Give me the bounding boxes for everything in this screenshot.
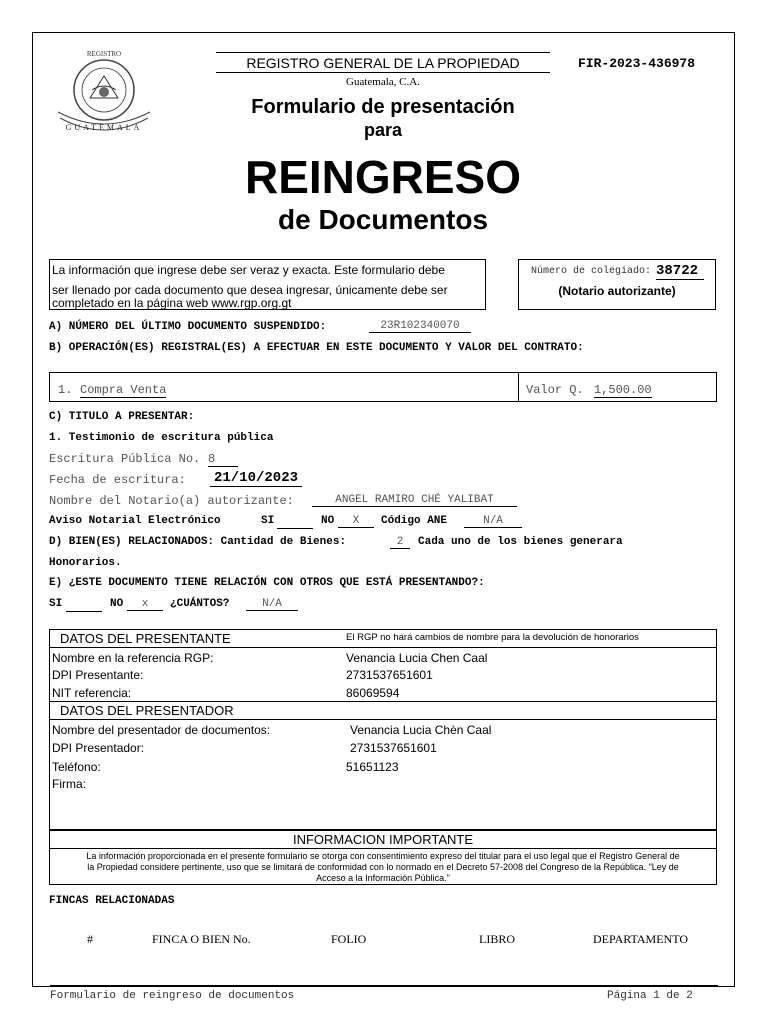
fincas-col-departamento: DEPARTAMENTO <box>593 932 688 946</box>
section-b-label: B) OPERACIÓN(ES) REGISTRAL(ES) A EFECTUAR EN ESTE DOCUMENTO Y VALOR DEL CONTRATO: <box>49 342 584 354</box>
section-e-no-label: NO <box>110 598 124 610</box>
section-d-label: D) BIEN(ES) RELACIONADOS: Cantidad de Bienes: <box>49 536 347 548</box>
fecha-label: Fecha de escritura: <box>49 473 186 487</box>
fincas-col-finca: FINCA O BIEN No. <box>152 932 251 946</box>
presentador-label-2: Teléfono: <box>52 760 101 774</box>
guatemala-seal-icon <box>52 42 156 142</box>
section-e-label: E) ¿ESTE DOCUMENTO TIENE RELACIÓN CON OTROS QUE ESTÁ PRESENTANDO?: <box>49 577 485 589</box>
info-line-2: Acceso a la Información Pública." <box>316 873 450 883</box>
seal-bottom-text: GUATEMALA <box>65 123 143 132</box>
section-e-si-value <box>66 598 102 612</box>
section-a-label: A) NÚMERO DEL ÚLTIMO DOCUMENTO SUSPENDIDO: <box>49 321 327 333</box>
notice-line-2: ser llenado por cada documento que desea ingresar, únicamente debe ser <box>52 283 448 297</box>
presentador-label-0: Nombre del presentador de documentos: <box>52 723 271 737</box>
valor-label: Valor Q. <box>526 383 584 397</box>
presentante-label-2: NIT referencia: <box>52 686 132 700</box>
operation-value: Compra Venta <box>80 383 167 397</box>
section-d-value: 2 <box>390 536 410 549</box>
aviso-si-value <box>277 515 313 529</box>
page-title-2: de Documentos <box>277 204 489 235</box>
city: Guatemala, C.A. <box>346 76 420 88</box>
codigo-label: Código ANE <box>381 515 448 527</box>
presentante-value-2: 86069594 <box>346 686 400 700</box>
escritura-label: Escritura Pública No. <box>49 452 201 466</box>
colegiado-label: Número de colegiado: <box>531 266 652 277</box>
escritura-value: 8 <box>208 452 238 467</box>
footer-right: Página 1 de 2 <box>607 990 693 1002</box>
section-e-si-label: SI <box>49 598 63 610</box>
presentante-label-1: DPI Presentante: <box>52 668 144 682</box>
section-d-line2: Honorarios. <box>49 557 122 569</box>
codigo-value: N/A <box>464 515 522 528</box>
notario-label: Nombre del Notario(a) autorizante: <box>49 494 294 508</box>
fincas-col-folio: FOLIO <box>331 932 367 946</box>
notice-line-1: La información que ingrese debe ser veraz y exacta. Este formulario debe <box>52 263 445 277</box>
cuantos-label: ¿CUÁNTOS? <box>170 598 230 610</box>
footer-left: Formulario de reingreso de documentos <box>50 990 295 1002</box>
notario-value: ANGEL RAMIRO CHÉ YALIBAT <box>312 494 517 507</box>
cuantos-value: N/A <box>246 598 298 611</box>
presentador-label-3: Firma: <box>52 777 86 791</box>
valor-value: 1,500.00 <box>594 383 652 397</box>
subtitle-1: Formulario de presentación <box>251 96 515 118</box>
presentante-note: El RGP no hará cambios de nombre para la devolución de honorarios <box>346 632 639 643</box>
presentador-value-2: 51651123 <box>346 760 399 774</box>
colegiado-value: 38722 <box>656 263 704 280</box>
presentador-value-1: 2731537651601 <box>350 741 437 755</box>
presentante-value-1: 2731537651601 <box>346 668 433 682</box>
section-c-item: 1. Testimonio de escritura pública <box>49 432 274 444</box>
aviso-label: Aviso Notarial Electrónico <box>49 515 221 527</box>
operation-num: 1. <box>58 383 73 397</box>
fincas-col-libro: LIBRO <box>479 932 515 946</box>
presentante-heading: DATOS DEL PRESENTANTE <box>60 631 231 646</box>
colegiado-caption: (Notario autorizante) <box>558 284 676 298</box>
presentador-heading: DATOS DEL PRESENTADOR <box>60 703 234 718</box>
aviso-si-label: SI <box>261 515 275 527</box>
fincas-col-num: # <box>87 932 93 946</box>
section-c-label: C) TITULO A PRESENTAR: <box>49 411 195 423</box>
notice-line-3: completado en la página web www.rgp.org.gt <box>52 296 292 310</box>
fecha-value: 21/10/2023 <box>210 470 302 487</box>
fincas-heading: FINCAS RELACIONADAS <box>49 895 175 907</box>
info-line-0: La información proporcionada en el presente formulario se otorga con consentimiento expreso del titular para el uso legal que el Registro General de <box>86 851 680 861</box>
aviso-no-value: X <box>338 515 374 528</box>
page-title: REINGRESO <box>244 151 522 203</box>
info-line-1: la Propiedad considere pertinente, uso que se limitará de conformidad con lo normado en el Decreto 57-2008 del Congreso de la República. "Ley de <box>87 862 679 872</box>
form-code: FIR-2023-436978 <box>578 56 696 71</box>
registry-name: REGISTRO GENERAL DE LA PROPIEDAD <box>246 55 520 71</box>
section-e-no-value: x <box>127 598 163 611</box>
section-d-rest: Cada uno de los bienes generara <box>418 536 623 548</box>
seal-top-text: REGISTRO <box>86 50 122 58</box>
subtitle-2: para <box>363 120 403 140</box>
section-a-value: 23R102340070 <box>369 320 471 333</box>
presentante-value-0: Venancia Lucia Chen Caal <box>346 651 488 665</box>
info-heading: INFORMACION IMPORTANTE <box>292 832 474 847</box>
presentante-label-0: Nombre en la referencia RGP: <box>52 651 214 665</box>
presentador-value-0: Venancia Lucia Chèn Caal <box>350 723 492 737</box>
presentador-label-1: DPI Presentador: <box>52 741 145 755</box>
aviso-no-label: NO <box>321 515 335 527</box>
